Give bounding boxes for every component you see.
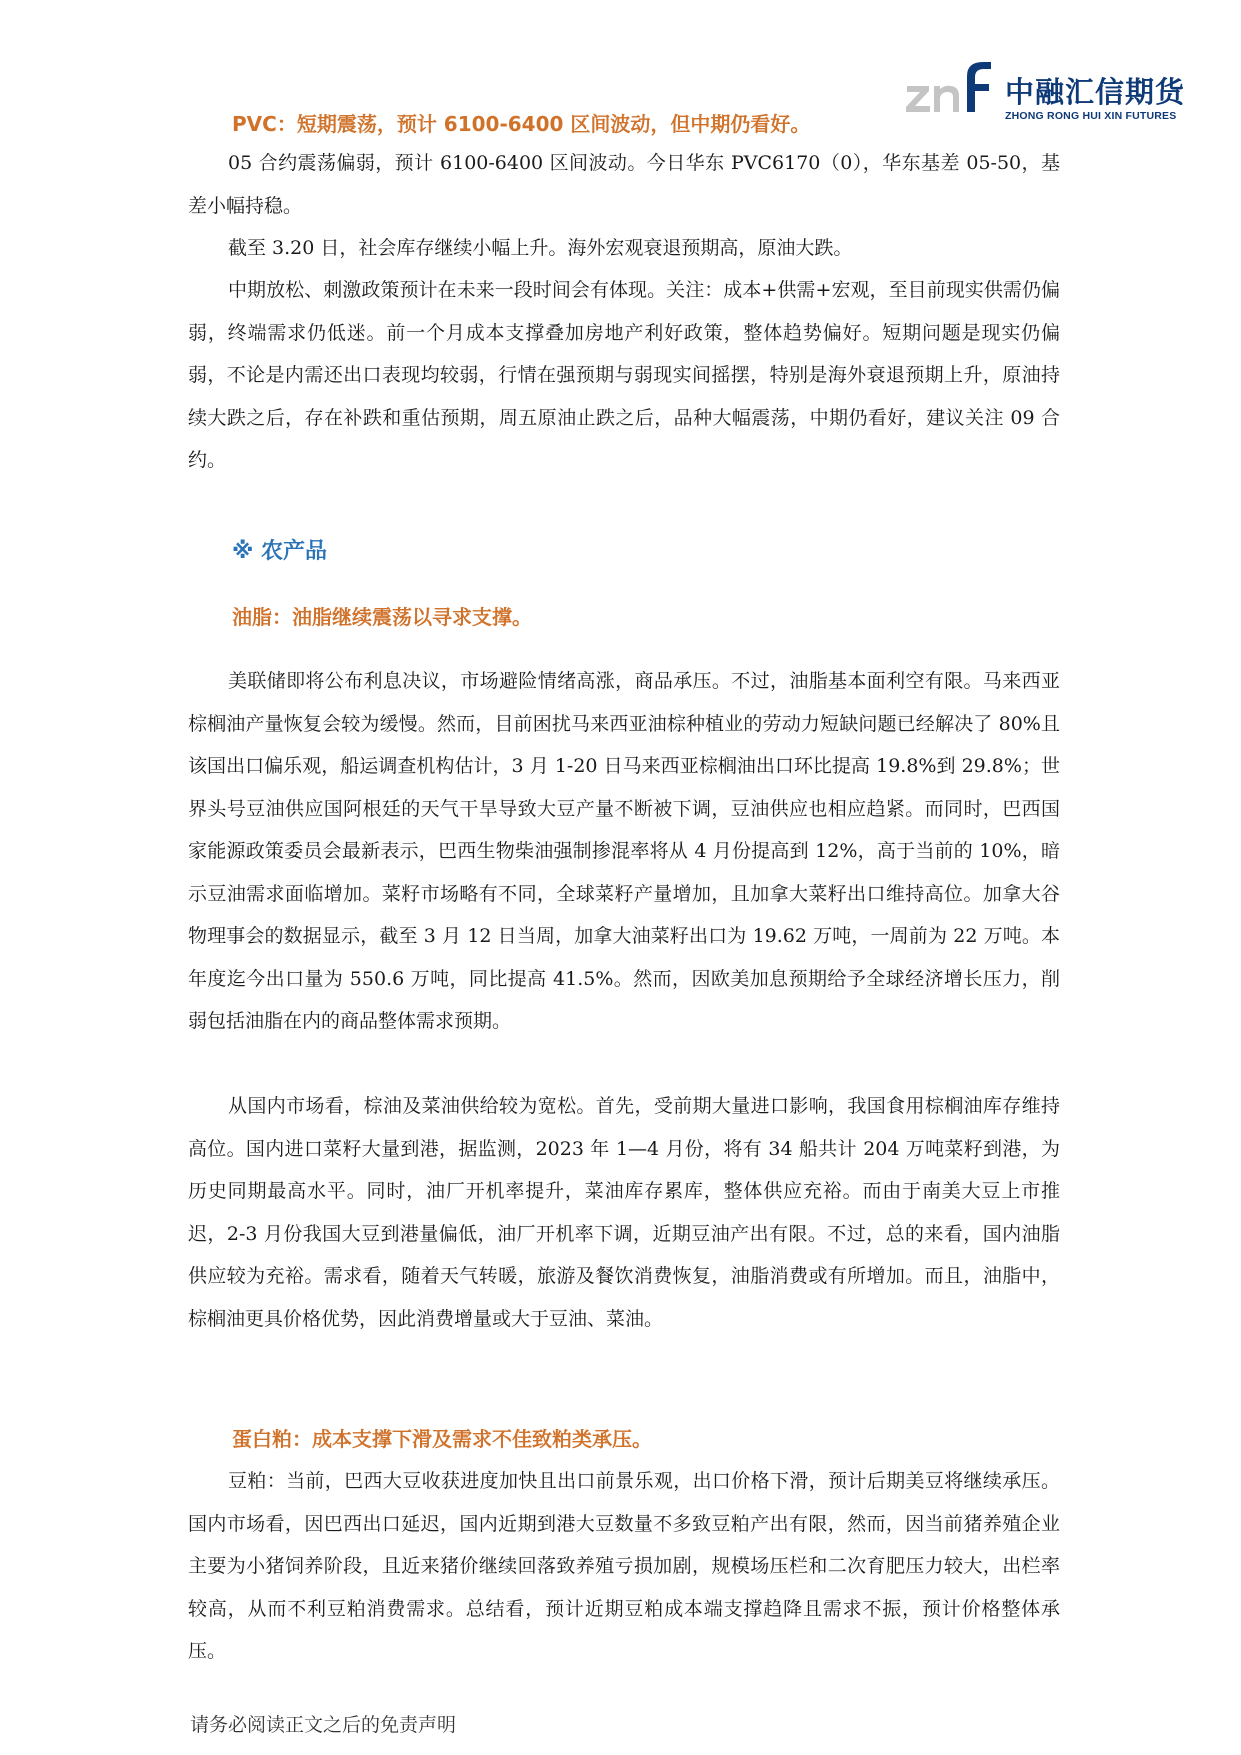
logo-chinese-name: 中融汇信期货: [1005, 75, 1186, 109]
pvc-heading: PVC：短期震荡，预计 6100-6400 区间波动，但中期仍看好。: [232, 112, 811, 136]
company-logo: [905, 62, 1190, 124]
pvc-paragraph-3: 中期放松、刺激政策预计在未来一段时间会有体现。关注：成本+供需+宏观，至目前现实供需仍偏弱，终端需求仍低迷。前一个月成本支撑叠加房地产利好政策，整体趋势偏好。短期问题是现实仍偏弱，不论是内需还出口表现均较弱，行情在强预期与弱现实间摇摆，特别是海外衰退预期上升，原油持续大跌之后，存在补跌和重估预期，周五原油止跌之后，品种大幅震荡，中期仍看好，建议关注 09 合约。: [188, 279, 1060, 471]
oil-paragraph-2: 从国内市场看，棕油及菜油供给较为宽松。首先，受前期大量进口影响，我国食用棕榈油库存维持高位。国内进口菜籽大量到港，据监测，2023 年 1—4 月份，将有 34 船共计 204 万吨菜籽到港，为历史同期最高水平。同时，油厂开机率提升，菜油库存累库，整体供应充裕。而由于南美大豆上市推迟，2-3 月份我国大豆到港量偏低，油厂开机率下调，近期豆油产出有限。不过，总的来看，国内油脂供应较为充裕。需求看，随着天气转暖，旅游及餐饮消费恢复，油脂消费或有所增加。而且，油脂中，棕榈油更具价格优势，因此消费增量或大于豆油、菜油。: [188, 1095, 1060, 1330]
oil-heading: 油脂：油脂继续震荡以寻求支撑。: [232, 605, 532, 629]
logo-english-name: ZHONG RONG HUI XIN FUTURES: [1005, 110, 1177, 122]
pvc-paragraph-1: 05 合约震荡偏弱，预计 6100-6400 区间波动。今日华东 PVC6170（0），华东基差 05-50，基差小幅持稳。: [188, 152, 1060, 217]
znf-logo-icon: [905, 62, 1000, 124]
agri-section-heading: ※ 农产品: [232, 539, 328, 564]
disclaimer-footer: 请务必阅读正文之后的免责声明: [190, 1714, 457, 1736]
meal-paragraph-1: 豆粕：当前，巴西大豆收获进度加快且出口前景乐观，出口价格下滑，预计后期美豆将继续承压。国内市场看，因巴西出口延迟，国内近期到港大豆数量不多致豆粕产出有限，然而，因当前猪养殖企业主要为小猪饲养阶段，且近来猪价继续回落致养殖亏损加剧，规模场压栏和二次育肥压力较大，出栏率较高，从而不利豆粕消费需求。总结看，预计近期豆粕成本端支撑趋降且需求不振，预计价格整体承压。: [188, 1470, 1060, 1662]
pvc-paragraph-2: 截至 3.20 日，社会库存继续小幅上升。海外宏观衰退预期高，原油大跌。: [228, 237, 853, 259]
oil-paragraph-1: 美联储即将公布利息决议，市场避险情绪高涨，商品承压。不过，油脂基本面利空有限。马来西亚棕榈油产量恢复会较为缓慢。然而，目前困扰马来西亚油棕种植业的劳动力短缺问题已经解决了 80%且该国出口偏乐观，船运调查机构估计，3 月 1-20 日马来西亚棕榈油出口环比提高 19.8%到 29.8%；世界头号豆油供应国阿根廷的天气干旱导致大豆产量不断被下调，豆油供应也相应趋紧。而同时，巴西国家能源政策委员会最新表示，巴西生物柴油强制掺混率将从 4 月份提高到 12%，高于当前的 10%，暗示豆油需求面临增加。菜籽市场略有不同，全球菜籽产量增加，且加拿大菜籽出口维持高位。加拿大谷物理事会的数据显示，截至 3 月 12 日当周，加拿大油菜籽出口为 19.62 万吨，一周前为 22 万吨。本年度迄今出口量为 550.6 万吨，同比提高 41.5%。然而，因欧美加息预期给予全球经济增长压力，削弱包括油脂在内的商品整体需求预期。: [188, 670, 1060, 1032]
meal-heading: 蛋白粕：成本支撑下滑及需求不佳致粕类承压。: [232, 1427, 652, 1451]
